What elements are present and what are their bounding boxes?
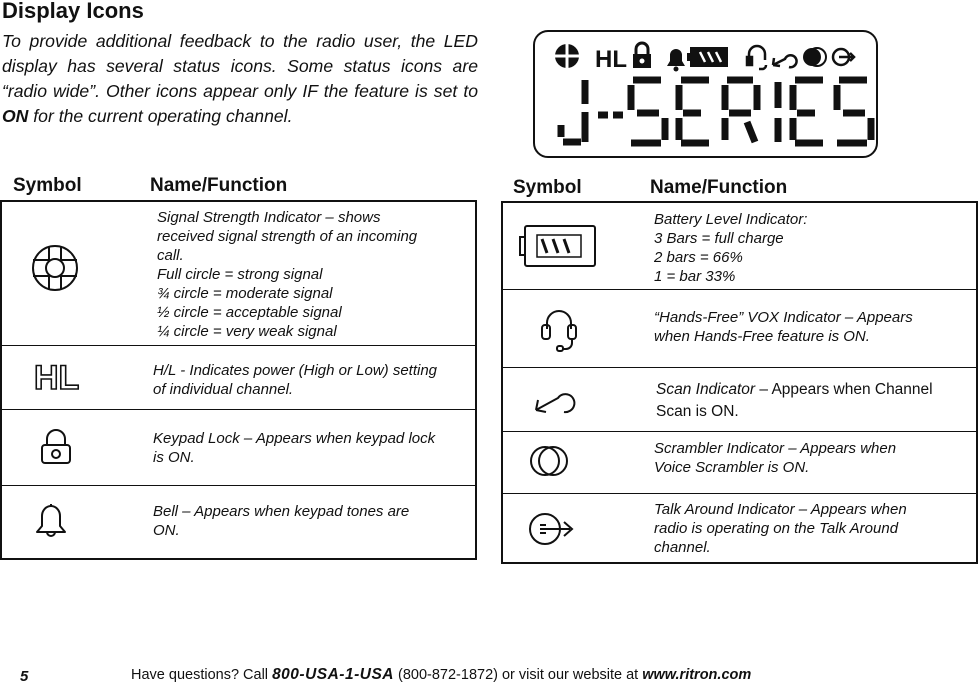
scrambler-icon: [530, 443, 570, 484]
footer-prefix: Have questions? Call: [131, 667, 273, 683]
description-line: Scan is ON.: [656, 403, 739, 420]
description-line: H/L - Indicates power (High or Low) setting: [153, 362, 438, 379]
description-line: of individual channel.: [153, 381, 294, 398]
description-line: ¼ circle = very weak signal: [157, 323, 337, 340]
hl-power-icon: [34, 359, 84, 400]
lock-icon: [39, 429, 73, 470]
table-row: [503, 367, 976, 432]
lcd-display: [533, 30, 878, 158]
intro-paragraph: [2, 29, 478, 129]
lcd-bell-icon: [667, 49, 685, 72]
description-line: when Hands-Free feature is ON.: [654, 328, 870, 345]
footer-phone: 800-USA-1-USA: [272, 666, 394, 683]
description-line: Signal Strength Indicator – shows: [157, 209, 381, 226]
description-line: Bell – Appears when keypad tones are: [153, 503, 410, 520]
table-row: [503, 289, 976, 368]
battery-icon: [519, 223, 597, 274]
page-title: Display Icons: [2, 0, 144, 23]
description-line: “Hands-Free” VOX Indicator – Appears: [654, 309, 913, 326]
description-line: [656, 379, 974, 401]
lcd-headset-icon: [747, 46, 766, 69]
scan-icon: [533, 385, 583, 422]
table-row: [2, 345, 475, 410]
lcd-hl-label: HL: [595, 46, 627, 73]
battery-description: [654, 210, 974, 286]
left-header-symbol: Symbol: [13, 175, 82, 196]
description-line: Talk Around Indicator – Appears when: [654, 501, 907, 518]
right-icon-table: [501, 201, 978, 564]
intro-on-emphasis: ON: [2, 106, 29, 126]
lcd-lock-icon: [633, 43, 651, 68]
table-row: [503, 431, 976, 494]
headset-description: [654, 308, 974, 346]
description-line: received signal strength of an incoming: [157, 228, 418, 245]
table-row: [2, 202, 475, 346]
description-line: ON.: [153, 522, 180, 539]
description-line: Scan Indicator: [656, 381, 756, 398]
description-line: 1 = bar 33%: [654, 268, 736, 285]
intro-text-2: for the current operating channel.: [28, 106, 293, 126]
signal-strength-icon: [29, 242, 81, 299]
description-line: call.: [157, 247, 184, 264]
talk-around-icon: [528, 509, 578, 554]
description-line: ½ circle = acceptable signal: [157, 304, 342, 321]
description-line: is ON.: [153, 449, 195, 466]
left-header-function: Name/Function: [150, 175, 288, 196]
intro-text-1: To provide additional feedback to the radio user, the LED display has several status icons. Some status icons are “radio wide”. Other icons appear only IF the feature is set to: [2, 31, 478, 101]
description-line: channel.: [654, 539, 711, 556]
lcd-scrambler-icon: [803, 48, 826, 66]
lcd-battery-icon: [687, 47, 728, 67]
description-line: Scrambler Indicator – Appears when: [654, 440, 897, 457]
lcd-segment-text: [561, 80, 871, 143]
headset-icon: [539, 307, 579, 358]
svg-text:HL: HL: [34, 359, 80, 397]
description-line: Full circle = strong signal: [157, 266, 323, 283]
footer-middle: (800-872-1872) or visit our website at: [393, 667, 643, 683]
description-line: radio is operating on the Talk Around: [654, 520, 899, 537]
description-line: 3 Bars = full charge: [654, 230, 784, 247]
scan-description: [656, 379, 974, 423]
footer-text: [131, 666, 751, 684]
table-row: [503, 493, 976, 563]
left-icon-table: [0, 200, 477, 560]
lcd-signal-icon: [553, 42, 581, 70]
description-line: ¾ circle = moderate signal: [157, 285, 333, 302]
footer-website-link[interactable]: www.ritron.com: [642, 667, 752, 683]
description-line: Battery Level Indicator:: [654, 211, 808, 228]
page-number: 5: [20, 668, 29, 685]
description-line: – Appears when Channel: [755, 381, 933, 398]
description-line: Voice Scrambler is ON.: [654, 459, 810, 476]
table-row: [2, 485, 475, 560]
talk-around-description: [654, 500, 974, 557]
description-line: Keypad Lock – Appears when keypad lock: [153, 430, 436, 447]
scrambler-description: [654, 439, 974, 477]
lcd-scan-icon: [773, 55, 797, 67]
table-row: [503, 203, 976, 290]
lock-description: [153, 429, 473, 467]
bell-icon: [34, 501, 68, 546]
bell-description: [153, 502, 473, 540]
right-header-function: Name/Function: [650, 177, 788, 198]
right-header-symbol: Symbol: [513, 177, 582, 198]
table-row: [2, 409, 475, 486]
hl-power-description: [153, 361, 473, 399]
signal-strength-description: [157, 208, 462, 341]
description-line: 2 bars = 66%: [654, 249, 743, 266]
lcd-talk-around-icon: [833, 49, 854, 65]
